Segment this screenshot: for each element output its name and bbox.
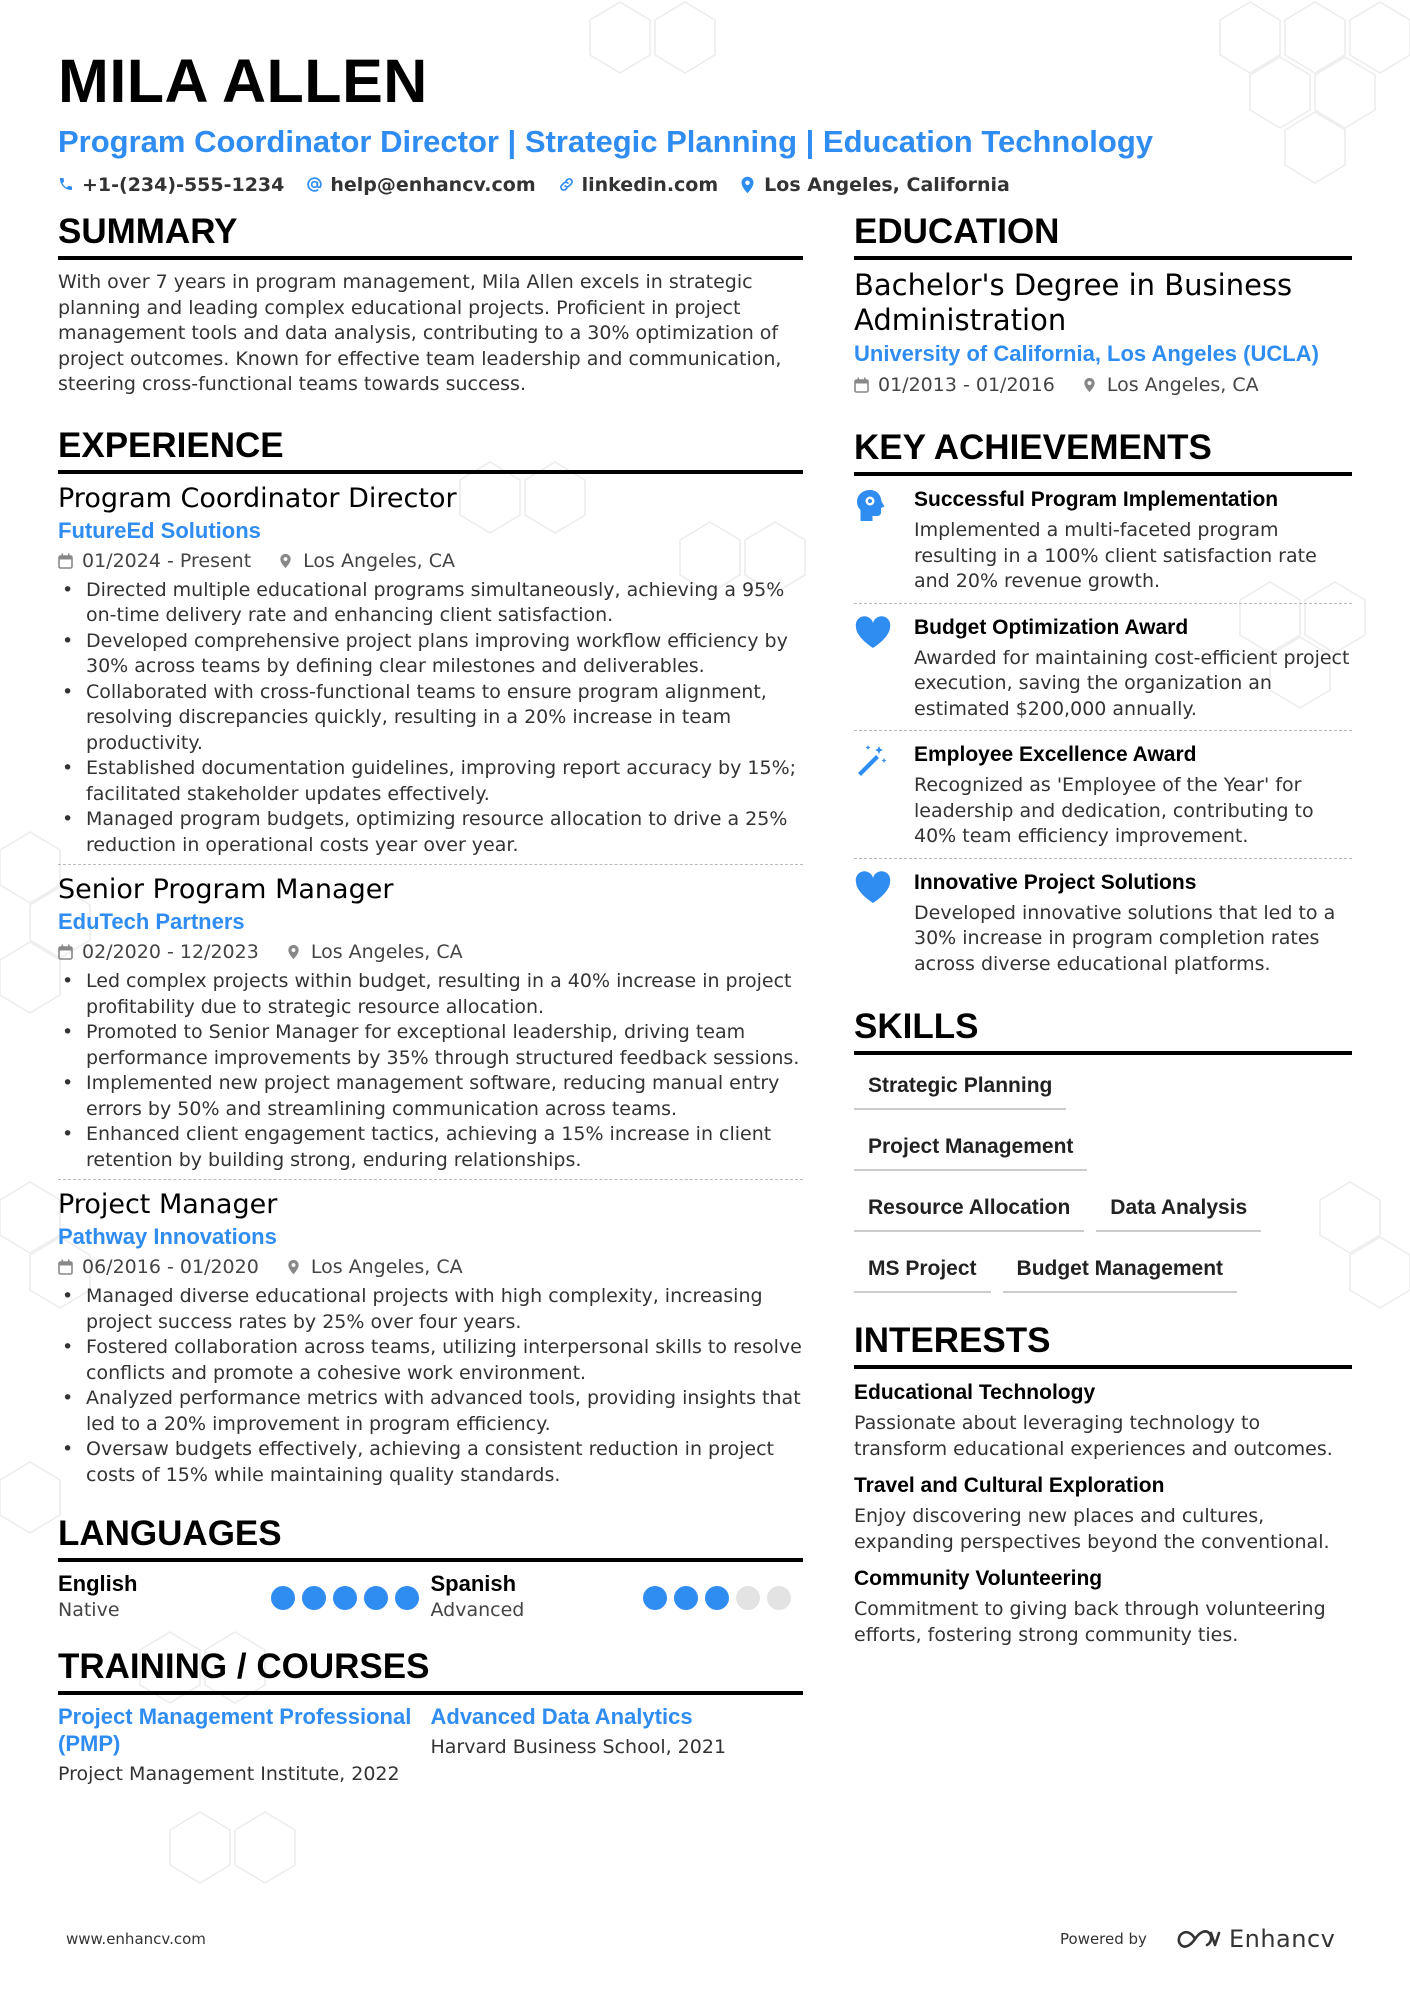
course-title: Project Management Professional (PMP) (58, 1704, 412, 1756)
interest-desc: Enjoy discovering new places and cultures, expanding perspectives beyond the conventional. (854, 1505, 1330, 1553)
interest-title: Travel and Cultural Exploration (854, 1474, 1165, 1497)
job-title: Program Coordinator Director (58, 482, 457, 514)
job-meta (58, 937, 803, 967)
heart-icon (854, 869, 914, 978)
job-bullet: • Directed multiple educational programs simultaneously, achieving a 95% on-time delivery rate and enhancing client satisfaction. (58, 578, 803, 629)
language-rating (636, 1586, 791, 1610)
skill-tag: Strategic Planning (854, 1061, 1066, 1110)
job-entry (58, 482, 803, 866)
heart-icon (854, 614, 914, 723)
contact-email-text: help@enhancv.com (330, 174, 536, 196)
job-entry (58, 873, 803, 1180)
job-location: Los Angeles, CA (310, 941, 463, 963)
rating-dot-filled (674, 1586, 698, 1610)
contact-location (740, 174, 1010, 196)
location-icon (287, 1259, 302, 1275)
education-school: University of California, Los Angeles (UCLA) (854, 341, 1319, 366)
achievement-item (854, 731, 1352, 859)
languages-list (58, 1570, 803, 1623)
contact-linkedin-text: linkedin.com (581, 174, 719, 196)
job-bullet: • Developed comprehensive project plans improving workflow efficiency by 30% across teams by defining clear milestones and deliverables. (58, 629, 803, 680)
location-icon (279, 553, 294, 569)
training-section (58, 1647, 803, 1787)
achievement-title: Employee Excellence Award (914, 743, 1197, 766)
rating-dot-filled (271, 1586, 295, 1610)
job-company: Pathway Innovations (58, 1224, 277, 1249)
education-meta (854, 370, 1352, 400)
calendar-icon (854, 377, 869, 393)
education-location: Los Angeles, CA (1106, 374, 1259, 396)
rating-dot-filled (705, 1586, 729, 1610)
contact-phone-text: +1-(234)-555-1234 (82, 174, 285, 196)
rating-dot-filled (364, 1586, 388, 1610)
calendar-icon (58, 944, 73, 960)
right-column (854, 212, 1352, 1648)
contact-location-text: Los Angeles, California (764, 174, 1010, 196)
link-icon (558, 176, 576, 194)
achievements-section (854, 428, 1352, 985)
job-bullet: • Analyzed performance metrics with advanced tools, providing insights that led to a 20% improvement in program efficiency. (58, 1386, 803, 1437)
job-title: Project Manager (58, 1189, 278, 1220)
rating-dot-empty (736, 1586, 760, 1610)
at-icon (306, 176, 324, 194)
job-location: Los Angeles, CA (310, 1256, 463, 1278)
job-company: FutureEd Solutions (58, 517, 261, 543)
enhancv-logo-text: Enhancv (1228, 1925, 1336, 1953)
language-rating (264, 1586, 419, 1610)
language-name: English (58, 1571, 138, 1596)
candidate-headline: Program Coordinator Director | Strategic Planning | Education Technology (58, 124, 1154, 159)
location-icon (287, 944, 302, 960)
language-level: Native (58, 1599, 120, 1621)
job-dates: 06/2016 - 01/2020 (82, 1256, 259, 1278)
job-bullet: • Enhanced client engagement tactics, achieving a 15% increase in client retention by building strong, enduring relationships. (58, 1122, 803, 1173)
interest-desc: Commitment to giving back through volunteering efforts, fostering strong community ties. (854, 1598, 1326, 1646)
language-item (58, 1570, 431, 1623)
language-name: Spanish (430, 1571, 517, 1596)
contact-bar (58, 174, 1358, 196)
job-bullet: • Managed diverse educational projects with high complexity, increasing project success rates by 25% over four years. (58, 1284, 803, 1335)
job-bullets (58, 578, 803, 859)
job-entry (58, 1188, 803, 1494)
job-bullet: • Collaborated with cross-functional teams to ensure program alignment, resolving discrepancies quickly, resulting in a 20% increase in team productivity. (58, 680, 803, 757)
job-bullet: • Promoted to Senior Manager for exceptional leadership, driving team performance improvements by 35% through structured feedback sessions. (58, 1020, 803, 1071)
experience-heading: EXPERIENCE (58, 426, 803, 474)
achievement-title: Budget Optimization Award (914, 615, 1189, 639)
training-heading: TRAINING / COURSES (58, 1647, 803, 1695)
job-dates: 02/2020 - 12/2023 (82, 941, 259, 963)
interest-title: Educational Technology (854, 1381, 1096, 1404)
summary-text: With over 7 years in program management, Mila Allen excels in strategic planning and leading complex educational projects. Proficient in project management tools and data analysis, contributing to a 30% optimization of project outcomes. Known for effective team leadership and communication, steering cross-functional teams towards success. (58, 271, 782, 395)
enhancv-logo-icon (1175, 1927, 1221, 1951)
enhancv-logo (1175, 1925, 1335, 1953)
language-level: Advanced (430, 1599, 525, 1621)
achievement-desc: Awarded for maintaining cost-efficient project execution, saving the organization an estimated $200,000 annually. (914, 646, 1350, 720)
contact-linkedin[interactable] (558, 174, 719, 196)
interest-title: Community Volunteering (854, 1567, 1103, 1590)
job-dates: 01/2024 - Present (82, 549, 252, 572)
languages-heading: LANGUAGES (58, 1514, 803, 1562)
job-bullet: • Led complex projects within budget, resulting in a 40% increase in project profitability due to strategic resource allocation. (58, 969, 803, 1020)
skills-heading: SKILLS (854, 1007, 1352, 1055)
job-bullet: • Managed program budgets, optimizing resource allocation to drive a 25% reduction in operational costs year over year. (58, 807, 803, 858)
skill-tag: MS Project (854, 1244, 991, 1293)
experience-section (58, 426, 803, 1495)
course-institution: Harvard Business School, 2021 (430, 1736, 727, 1758)
rating-dot-filled (333, 1586, 357, 1610)
education-section (854, 212, 1352, 400)
footer-branding[interactable] (1060, 1925, 1335, 1953)
achievement-item (854, 859, 1352, 986)
job-bullets (58, 969, 803, 1173)
job-bullet: • Fostered collaboration across teams, utilizing interpersonal skills to resolve conflicts and promote a cohesive work environment. (58, 1335, 803, 1386)
achievement-title: Innovative Project Solutions (914, 870, 1197, 894)
skill-tag: Project Management (854, 1122, 1087, 1171)
head-icon (854, 486, 914, 595)
skill-tag: Data Analysis (1096, 1183, 1261, 1232)
achievement-item (854, 476, 1352, 604)
achievement-title: Successful Program Implementation (914, 488, 1279, 511)
calendar-icon (58, 1259, 73, 1275)
powered-by-label: Powered by (1060, 1930, 1147, 1948)
rating-dot-filled (302, 1586, 326, 1610)
interest-item (854, 1565, 1352, 1648)
job-location: Los Angeles, CA (303, 549, 455, 572)
interest-item (854, 1379, 1352, 1462)
languages-section (58, 1514, 803, 1623)
interests-section (854, 1321, 1352, 1648)
education-dates: 01/2013 - 01/2016 (878, 374, 1055, 396)
contact-phone[interactable] (58, 174, 284, 196)
job-title: Senior Program Manager (58, 874, 394, 905)
skills-section (854, 1007, 1352, 1305)
achievement-item (854, 604, 1352, 732)
skill-tag: Resource Allocation (854, 1183, 1084, 1232)
job-meta (58, 546, 803, 576)
resume-header (58, 48, 1358, 196)
summary-section (58, 212, 803, 398)
course-item (58, 1703, 431, 1787)
job-bullet: • Established documentation guidelines, improving report accuracy by 15%; facilitated stakeholder updates effectively. (58, 756, 803, 807)
interest-item (854, 1472, 1352, 1555)
rating-dot-filled (395, 1586, 419, 1610)
job-bullets (58, 1284, 803, 1488)
education-degree: Bachelor's Degree in Business Administration (854, 268, 1293, 337)
education-heading: EDUCATION (854, 212, 1352, 260)
candidate-name: MILA ALLEN (58, 47, 428, 115)
language-item (431, 1570, 804, 1623)
location-icon (740, 176, 758, 194)
contact-email[interactable] (306, 174, 535, 196)
interests-heading: INTERESTS (854, 1321, 1352, 1369)
rating-dot-filled (643, 1586, 667, 1610)
course-title: Advanced Data Analytics (430, 1704, 693, 1729)
job-meta (58, 1252, 803, 1282)
achievement-desc: Developed innovative solutions that led to a 30% increase in program completion rates across diverse educational platforms. (914, 901, 1336, 975)
phone-icon (58, 176, 76, 194)
interest-desc: Passionate about leveraging technology to transform educational experiences and outcomes. (854, 1412, 1333, 1460)
job-company: EduTech Partners (58, 909, 245, 934)
location-icon (1083, 377, 1098, 393)
magic-wand-icon (854, 741, 914, 850)
achievement-desc: Recognized as 'Employee of the Year' for leadership and dedication, contributing to 40% team efficiency improvement. (914, 774, 1314, 847)
summary-heading: SUMMARY (58, 212, 803, 260)
course-institution: Project Management Institute, 2022 (58, 1763, 400, 1785)
footer-website[interactable]: www.enhancv.com (66, 1930, 206, 1948)
left-column (58, 212, 803, 1787)
achievement-desc: Implemented a multi-faceted program resulting in a 100% client satisfaction rate and 20% revenue growth. (914, 519, 1317, 592)
job-bullet: • Implemented new project management software, reducing manual entry errors by 50% and streamlining communication across teams. (58, 1071, 803, 1122)
achievements-heading: KEY ACHIEVEMENTS (854, 428, 1352, 476)
calendar-icon (58, 553, 73, 569)
courses-list (58, 1703, 803, 1787)
skills-list (854, 1061, 1352, 1305)
job-bullet: • Oversaw budgets effectively, achieving a consistent reduction in project costs of 15% while maintaining quality standards. (58, 1437, 803, 1488)
skill-tag: Budget Management (1003, 1244, 1238, 1293)
rating-dot-empty (767, 1586, 791, 1610)
course-item (431, 1703, 804, 1787)
